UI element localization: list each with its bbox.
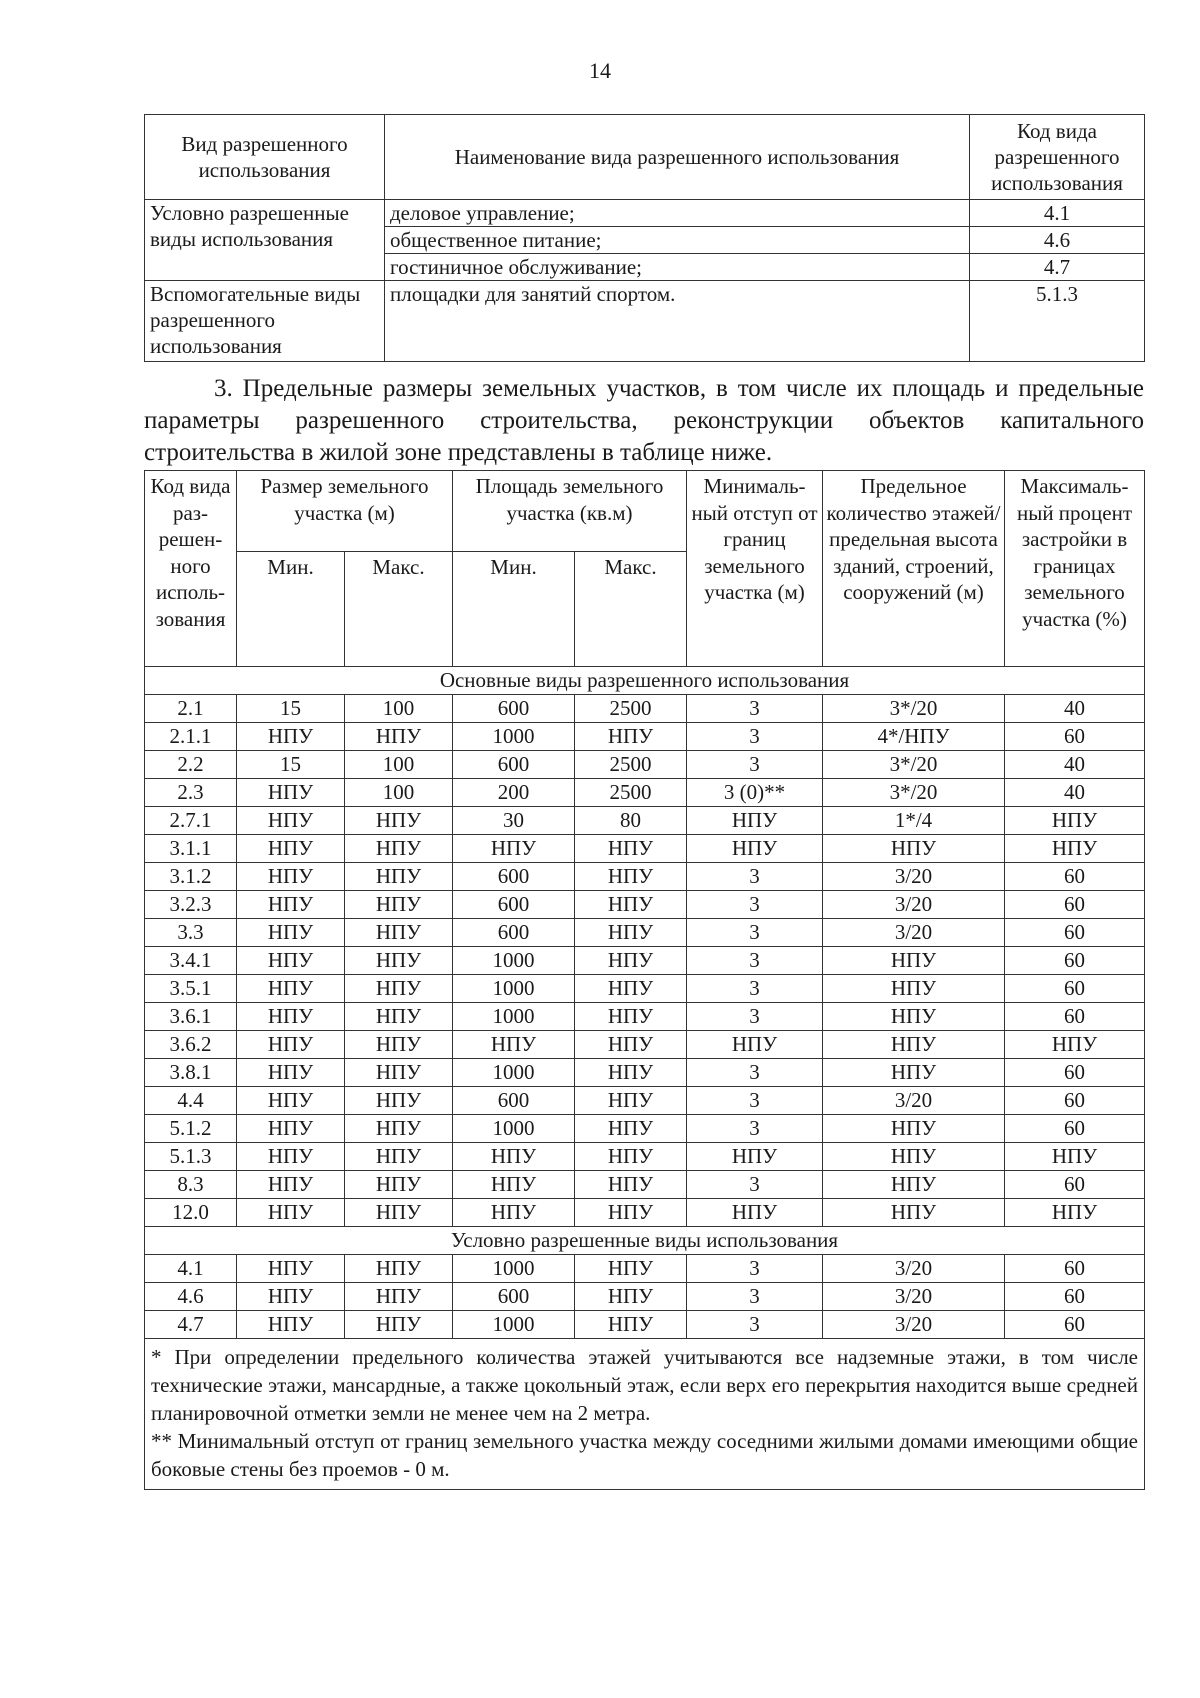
cell-area-min: 600 bbox=[453, 891, 575, 919]
section-main-uses: Основные виды разрешенного использования bbox=[145, 667, 1145, 695]
limits-table bbox=[144, 470, 1145, 1490]
cell-code: 3.1.1 bbox=[145, 835, 237, 863]
cell-coverage: 60 bbox=[1005, 1115, 1145, 1143]
cell-size-min: 15 bbox=[237, 695, 345, 723]
header-plot-size: Размер земельного участка (м) bbox=[237, 471, 453, 552]
cell-code: 3.6.1 bbox=[145, 1003, 237, 1031]
cell-floors: 3/20 bbox=[823, 1087, 1005, 1115]
cell-size-max: НПУ bbox=[345, 891, 453, 919]
cell-area-min: 1000 bbox=[453, 947, 575, 975]
use-code: 4.1 bbox=[970, 200, 1145, 227]
cell-coverage: 40 bbox=[1005, 779, 1145, 807]
section-conditional-uses: Условно разрешенные виды использования bbox=[145, 1227, 1145, 1255]
cell-size-min: НПУ bbox=[237, 723, 345, 751]
cell-setback: 3 bbox=[687, 1171, 823, 1199]
cell-coverage: 60 bbox=[1005, 1171, 1145, 1199]
cell-code: 3.8.1 bbox=[145, 1059, 237, 1087]
cell-floors: 3/20 bbox=[823, 1255, 1005, 1283]
cell-coverage: 60 bbox=[1005, 723, 1145, 751]
header-floors: Предельное количество этажей/ предельная высота зданий, строений, сооружений (м) bbox=[823, 471, 1005, 667]
cell-setback: НПУ bbox=[687, 807, 823, 835]
table-row bbox=[145, 779, 1145, 807]
cell-size-max: 100 bbox=[345, 695, 453, 723]
footnote-floors: * При определении предельного количества этажей учитываются все надземные этажи, в том числе технические этажи, мансардные, а также цокольный этаж, если верх его перекрытия находится выше средней планировочной отметки земли не менее чем на 2 метра. bbox=[151, 1345, 1138, 1425]
cell-code: 3.5.1 bbox=[145, 975, 237, 1003]
header-size-min: Мин. bbox=[237, 552, 345, 667]
cell-setback: 3 bbox=[687, 1311, 823, 1339]
cell-area-min: 1000 bbox=[453, 1059, 575, 1087]
cell-area-max: НПУ bbox=[575, 947, 687, 975]
cell-code: 5.1.3 bbox=[145, 1143, 237, 1171]
cell-size-min: НПУ bbox=[237, 863, 345, 891]
page-number: 14 bbox=[589, 58, 611, 83]
cell-area-min: 600 bbox=[453, 863, 575, 891]
cell-floors: 3/20 bbox=[823, 891, 1005, 919]
cell-area-min: 600 bbox=[453, 1283, 575, 1311]
use-name: общественное питание; bbox=[385, 227, 970, 254]
cell-area-max: 2500 bbox=[575, 695, 687, 723]
cell-coverage: 60 bbox=[1005, 947, 1145, 975]
table-row bbox=[145, 1059, 1145, 1087]
cell-size-max: 100 bbox=[345, 779, 453, 807]
cell-area-max: 2500 bbox=[575, 751, 687, 779]
cell-area-max: НПУ bbox=[575, 1171, 687, 1199]
table-row bbox=[145, 1087, 1145, 1115]
cell-size-max: НПУ bbox=[345, 919, 453, 947]
footnote-setback: ** Минимальный отступ от границ земельного участка между соседними жилыми домами имеющими общие боковые стены без проемов - 0 м. bbox=[151, 1429, 1138, 1481]
table-row bbox=[145, 751, 1145, 779]
cell-area-min: 600 bbox=[453, 695, 575, 723]
cell-size-min: НПУ bbox=[237, 1087, 345, 1115]
cell-area-min: 1000 bbox=[453, 1003, 575, 1031]
cell-code: 8.3 bbox=[145, 1171, 237, 1199]
cell-area-min: 600 bbox=[453, 919, 575, 947]
cell-size-max: 100 bbox=[345, 751, 453, 779]
header-area-min: Мин. bbox=[453, 552, 575, 667]
cell-size-max: НПУ bbox=[345, 723, 453, 751]
cell-size-min: НПУ bbox=[237, 1199, 345, 1227]
use-name: площадки для занятий спортом. bbox=[385, 281, 970, 362]
use-group-label: Вспомогательные виды разрешенного использования bbox=[145, 281, 385, 362]
footnotes bbox=[145, 1339, 1145, 1490]
cell-coverage: НПУ bbox=[1005, 1143, 1145, 1171]
cell-area-min: 30 bbox=[453, 807, 575, 835]
cell-setback: НПУ bbox=[687, 835, 823, 863]
cell-floors: НПУ bbox=[823, 975, 1005, 1003]
cell-floors: 4*/НПУ bbox=[823, 723, 1005, 751]
cell-floors: 3/20 bbox=[823, 863, 1005, 891]
cell-size-min: НПУ bbox=[237, 1283, 345, 1311]
cell-area-min: НПУ bbox=[453, 835, 575, 863]
cell-floors: 1*/4 bbox=[823, 807, 1005, 835]
cell-floors: НПУ bbox=[823, 947, 1005, 975]
cell-coverage: 60 bbox=[1005, 919, 1145, 947]
use-code: 4.7 bbox=[970, 254, 1145, 281]
cell-size-min: 15 bbox=[237, 751, 345, 779]
cell-area-max: НПУ bbox=[575, 1087, 687, 1115]
table-row bbox=[145, 1143, 1145, 1171]
cell-coverage: 60 bbox=[1005, 863, 1145, 891]
cell-code: 5.1.2 bbox=[145, 1115, 237, 1143]
cell-setback: 3 (0)** bbox=[687, 779, 823, 807]
cell-setback: 3 bbox=[687, 891, 823, 919]
header-code: Код вида раз-решен-ного исполь-зования bbox=[145, 471, 237, 667]
header-setback: Минималь-ный отступ от границ земельного участка (м) bbox=[687, 471, 823, 667]
cell-area-max: НПУ bbox=[575, 891, 687, 919]
cell-area-max: НПУ bbox=[575, 835, 687, 863]
table-row bbox=[145, 975, 1145, 1003]
cell-floors: НПУ bbox=[823, 1143, 1005, 1171]
cell-area-min: 1000 bbox=[453, 1115, 575, 1143]
cell-setback: 3 bbox=[687, 975, 823, 1003]
header-size-max: Макс. bbox=[345, 552, 453, 667]
cell-floors: 3*/20 bbox=[823, 751, 1005, 779]
cell-setback: 3 bbox=[687, 1283, 823, 1311]
cell-floors: НПУ bbox=[823, 1059, 1005, 1087]
cell-setback: НПУ bbox=[687, 1143, 823, 1171]
cell-setback: 3 bbox=[687, 1255, 823, 1283]
cell-area-min: НПУ bbox=[453, 1143, 575, 1171]
table-row bbox=[145, 807, 1145, 835]
cell-coverage: НПУ bbox=[1005, 1199, 1145, 1227]
table-row bbox=[145, 891, 1145, 919]
cell-area-max: НПУ bbox=[575, 1031, 687, 1059]
cell-area-min: 1000 bbox=[453, 1311, 575, 1339]
use-name: гостиничное обслуживание; bbox=[385, 254, 970, 281]
cell-coverage: НПУ bbox=[1005, 807, 1145, 835]
cell-size-max: НПУ bbox=[345, 947, 453, 975]
cell-code: 3.6.2 bbox=[145, 1031, 237, 1059]
section-paragraph: 3. Предельные размеры земельных участков, в том числе их площадь и предельные параметры разрешенного строительства, реконструкции объектов капитального строительства в жилой зоне представлены в таблице ниже. bbox=[144, 375, 1144, 466]
cell-size-min: НПУ bbox=[237, 1311, 345, 1339]
table-row bbox=[145, 1115, 1145, 1143]
permitted-uses-table bbox=[144, 114, 1145, 362]
cell-code: 3.2.3 bbox=[145, 891, 237, 919]
cell-area-max: НПУ bbox=[575, 919, 687, 947]
cell-area-min: НПУ bbox=[453, 1031, 575, 1059]
table-row bbox=[145, 863, 1145, 891]
cell-size-max: НПУ bbox=[345, 1059, 453, 1087]
cell-setback: 3 bbox=[687, 695, 823, 723]
cell-area-min: 1000 bbox=[453, 1255, 575, 1283]
cell-size-min: НПУ bbox=[237, 1031, 345, 1059]
header-coverage: Максималь-ный процент застройки в границах земельного участка (%) bbox=[1005, 471, 1145, 667]
cell-area-min: 1000 bbox=[453, 975, 575, 1003]
cell-size-max: НПУ bbox=[345, 863, 453, 891]
cell-size-min: НПУ bbox=[237, 1171, 345, 1199]
cell-floors: НПУ bbox=[823, 1171, 1005, 1199]
cell-code: 4.7 bbox=[145, 1311, 237, 1339]
cell-code: 4.4 bbox=[145, 1087, 237, 1115]
table-row bbox=[145, 1311, 1145, 1339]
cell-coverage: 60 bbox=[1005, 1003, 1145, 1031]
cell-coverage: 60 bbox=[1005, 1087, 1145, 1115]
use-group-label: Условно разрешенные виды использования bbox=[145, 200, 385, 281]
cell-area-min: 600 bbox=[453, 1087, 575, 1115]
cell-size-max: НПУ bbox=[345, 1283, 453, 1311]
cell-area-min: НПУ bbox=[453, 1199, 575, 1227]
cell-coverage: 40 bbox=[1005, 751, 1145, 779]
table-row bbox=[145, 1283, 1145, 1311]
table-row bbox=[145, 1171, 1145, 1199]
cell-setback: 3 bbox=[687, 919, 823, 947]
cell-area-max: НПУ bbox=[575, 1143, 687, 1171]
cell-coverage: 40 bbox=[1005, 695, 1145, 723]
cell-area-max: НПУ bbox=[575, 723, 687, 751]
cell-area-min: 1000 bbox=[453, 723, 575, 751]
cell-code: 3.4.1 bbox=[145, 947, 237, 975]
cell-setback: НПУ bbox=[687, 1199, 823, 1227]
cell-area-max: НПУ bbox=[575, 975, 687, 1003]
header-use-kind: Вид разрешенного использования bbox=[145, 115, 385, 200]
cell-size-max: НПУ bbox=[345, 1003, 453, 1031]
cell-floors: 3/20 bbox=[823, 919, 1005, 947]
cell-size-max: НПУ bbox=[345, 1311, 453, 1339]
cell-setback: 3 bbox=[687, 723, 823, 751]
cell-area-max: НПУ bbox=[575, 1283, 687, 1311]
table-row bbox=[145, 835, 1145, 863]
cell-floors: НПУ bbox=[823, 1031, 1005, 1059]
cell-size-min: НПУ bbox=[237, 947, 345, 975]
cell-size-max: НПУ bbox=[345, 1115, 453, 1143]
cell-size-max: НПУ bbox=[345, 1087, 453, 1115]
cell-area-min: НПУ bbox=[453, 1171, 575, 1199]
cell-coverage: 60 bbox=[1005, 1311, 1145, 1339]
header-plot-area: Площадь земельного участка (кв.м) bbox=[453, 471, 687, 552]
cell-area-min: 200 bbox=[453, 779, 575, 807]
cell-size-max: НПУ bbox=[345, 975, 453, 1003]
cell-code: 2.1 bbox=[145, 695, 237, 723]
table-row bbox=[145, 1003, 1145, 1031]
table-row bbox=[145, 1199, 1145, 1227]
cell-size-min: НПУ bbox=[237, 1115, 345, 1143]
cell-size-max: НПУ bbox=[345, 807, 453, 835]
cell-size-min: НПУ bbox=[237, 919, 345, 947]
cell-setback: 3 bbox=[687, 863, 823, 891]
table-row bbox=[145, 919, 1145, 947]
cell-area-min: 600 bbox=[453, 751, 575, 779]
cell-area-max: НПУ bbox=[575, 863, 687, 891]
cell-area-max: НПУ bbox=[575, 1003, 687, 1031]
cell-setback: НПУ bbox=[687, 1031, 823, 1059]
cell-area-max: НПУ bbox=[575, 1311, 687, 1339]
cell-floors: НПУ bbox=[823, 1199, 1005, 1227]
cell-floors: НПУ bbox=[823, 835, 1005, 863]
cell-code: 3.3 bbox=[145, 919, 237, 947]
cell-area-max: 80 bbox=[575, 807, 687, 835]
cell-size-max: НПУ bbox=[345, 1031, 453, 1059]
cell-floors: 3*/20 bbox=[823, 779, 1005, 807]
cell-code: 3.1.2 bbox=[145, 863, 237, 891]
cell-size-min: НПУ bbox=[237, 779, 345, 807]
cell-code: 2.3 bbox=[145, 779, 237, 807]
cell-size-max: НПУ bbox=[345, 1255, 453, 1283]
cell-coverage: 60 bbox=[1005, 1283, 1145, 1311]
cell-floors: НПУ bbox=[823, 1003, 1005, 1031]
use-name: деловое управление; bbox=[385, 200, 970, 227]
cell-floors: 3*/20 bbox=[823, 695, 1005, 723]
cell-area-max: НПУ bbox=[575, 1255, 687, 1283]
table-row bbox=[145, 1031, 1145, 1059]
cell-size-min: НПУ bbox=[237, 1059, 345, 1087]
use-code: 4.6 bbox=[970, 227, 1145, 254]
cell-coverage: 60 bbox=[1005, 1059, 1145, 1087]
cell-coverage: НПУ bbox=[1005, 1031, 1145, 1059]
cell-area-max: 2500 bbox=[575, 779, 687, 807]
cell-size-min: НПУ bbox=[237, 891, 345, 919]
cell-size-max: НПУ bbox=[345, 1171, 453, 1199]
table-row bbox=[145, 695, 1145, 723]
cell-code: 4.1 bbox=[145, 1255, 237, 1283]
table-row bbox=[145, 947, 1145, 975]
cell-code: 12.0 bbox=[145, 1199, 237, 1227]
cell-setback: 3 bbox=[687, 751, 823, 779]
cell-setback: 3 bbox=[687, 1087, 823, 1115]
table-row bbox=[145, 1255, 1145, 1283]
cell-size-max: НПУ bbox=[345, 1143, 453, 1171]
cell-size-max: НПУ bbox=[345, 835, 453, 863]
cell-size-min: НПУ bbox=[237, 1255, 345, 1283]
cell-setback: 3 bbox=[687, 1115, 823, 1143]
cell-floors: 3/20 bbox=[823, 1283, 1005, 1311]
cell-size-min: НПУ bbox=[237, 1003, 345, 1031]
cell-size-min: НПУ bbox=[237, 975, 345, 1003]
cell-area-max: НПУ bbox=[575, 1199, 687, 1227]
header-use-name: Наименование вида разрешенного использования bbox=[385, 115, 970, 200]
cell-size-min: НПУ bbox=[237, 835, 345, 863]
header-use-code: Код вида разрешенного использования bbox=[970, 115, 1145, 200]
cell-code: 2.1.1 bbox=[145, 723, 237, 751]
cell-area-max: НПУ bbox=[575, 1059, 687, 1087]
cell-code: 4.6 bbox=[145, 1283, 237, 1311]
cell-code: 2.7.1 bbox=[145, 807, 237, 835]
cell-size-min: НПУ bbox=[237, 1143, 345, 1171]
cell-setback: 3 bbox=[687, 947, 823, 975]
cell-coverage: 60 bbox=[1005, 891, 1145, 919]
cell-area-max: НПУ bbox=[575, 1115, 687, 1143]
cell-floors: 3/20 bbox=[823, 1311, 1005, 1339]
cell-coverage: 60 bbox=[1005, 975, 1145, 1003]
cell-setback: 3 bbox=[687, 1059, 823, 1087]
cell-size-max: НПУ bbox=[345, 1199, 453, 1227]
cell-coverage: НПУ bbox=[1005, 835, 1145, 863]
cell-floors: НПУ bbox=[823, 1115, 1005, 1143]
cell-code: 2.2 bbox=[145, 751, 237, 779]
header-area-max: Макс. bbox=[575, 552, 687, 667]
cell-coverage: 60 bbox=[1005, 1255, 1145, 1283]
cell-setback: 3 bbox=[687, 1003, 823, 1031]
use-code: 5.1.3 bbox=[970, 281, 1145, 362]
cell-size-min: НПУ bbox=[237, 807, 345, 835]
table-row bbox=[145, 723, 1145, 751]
